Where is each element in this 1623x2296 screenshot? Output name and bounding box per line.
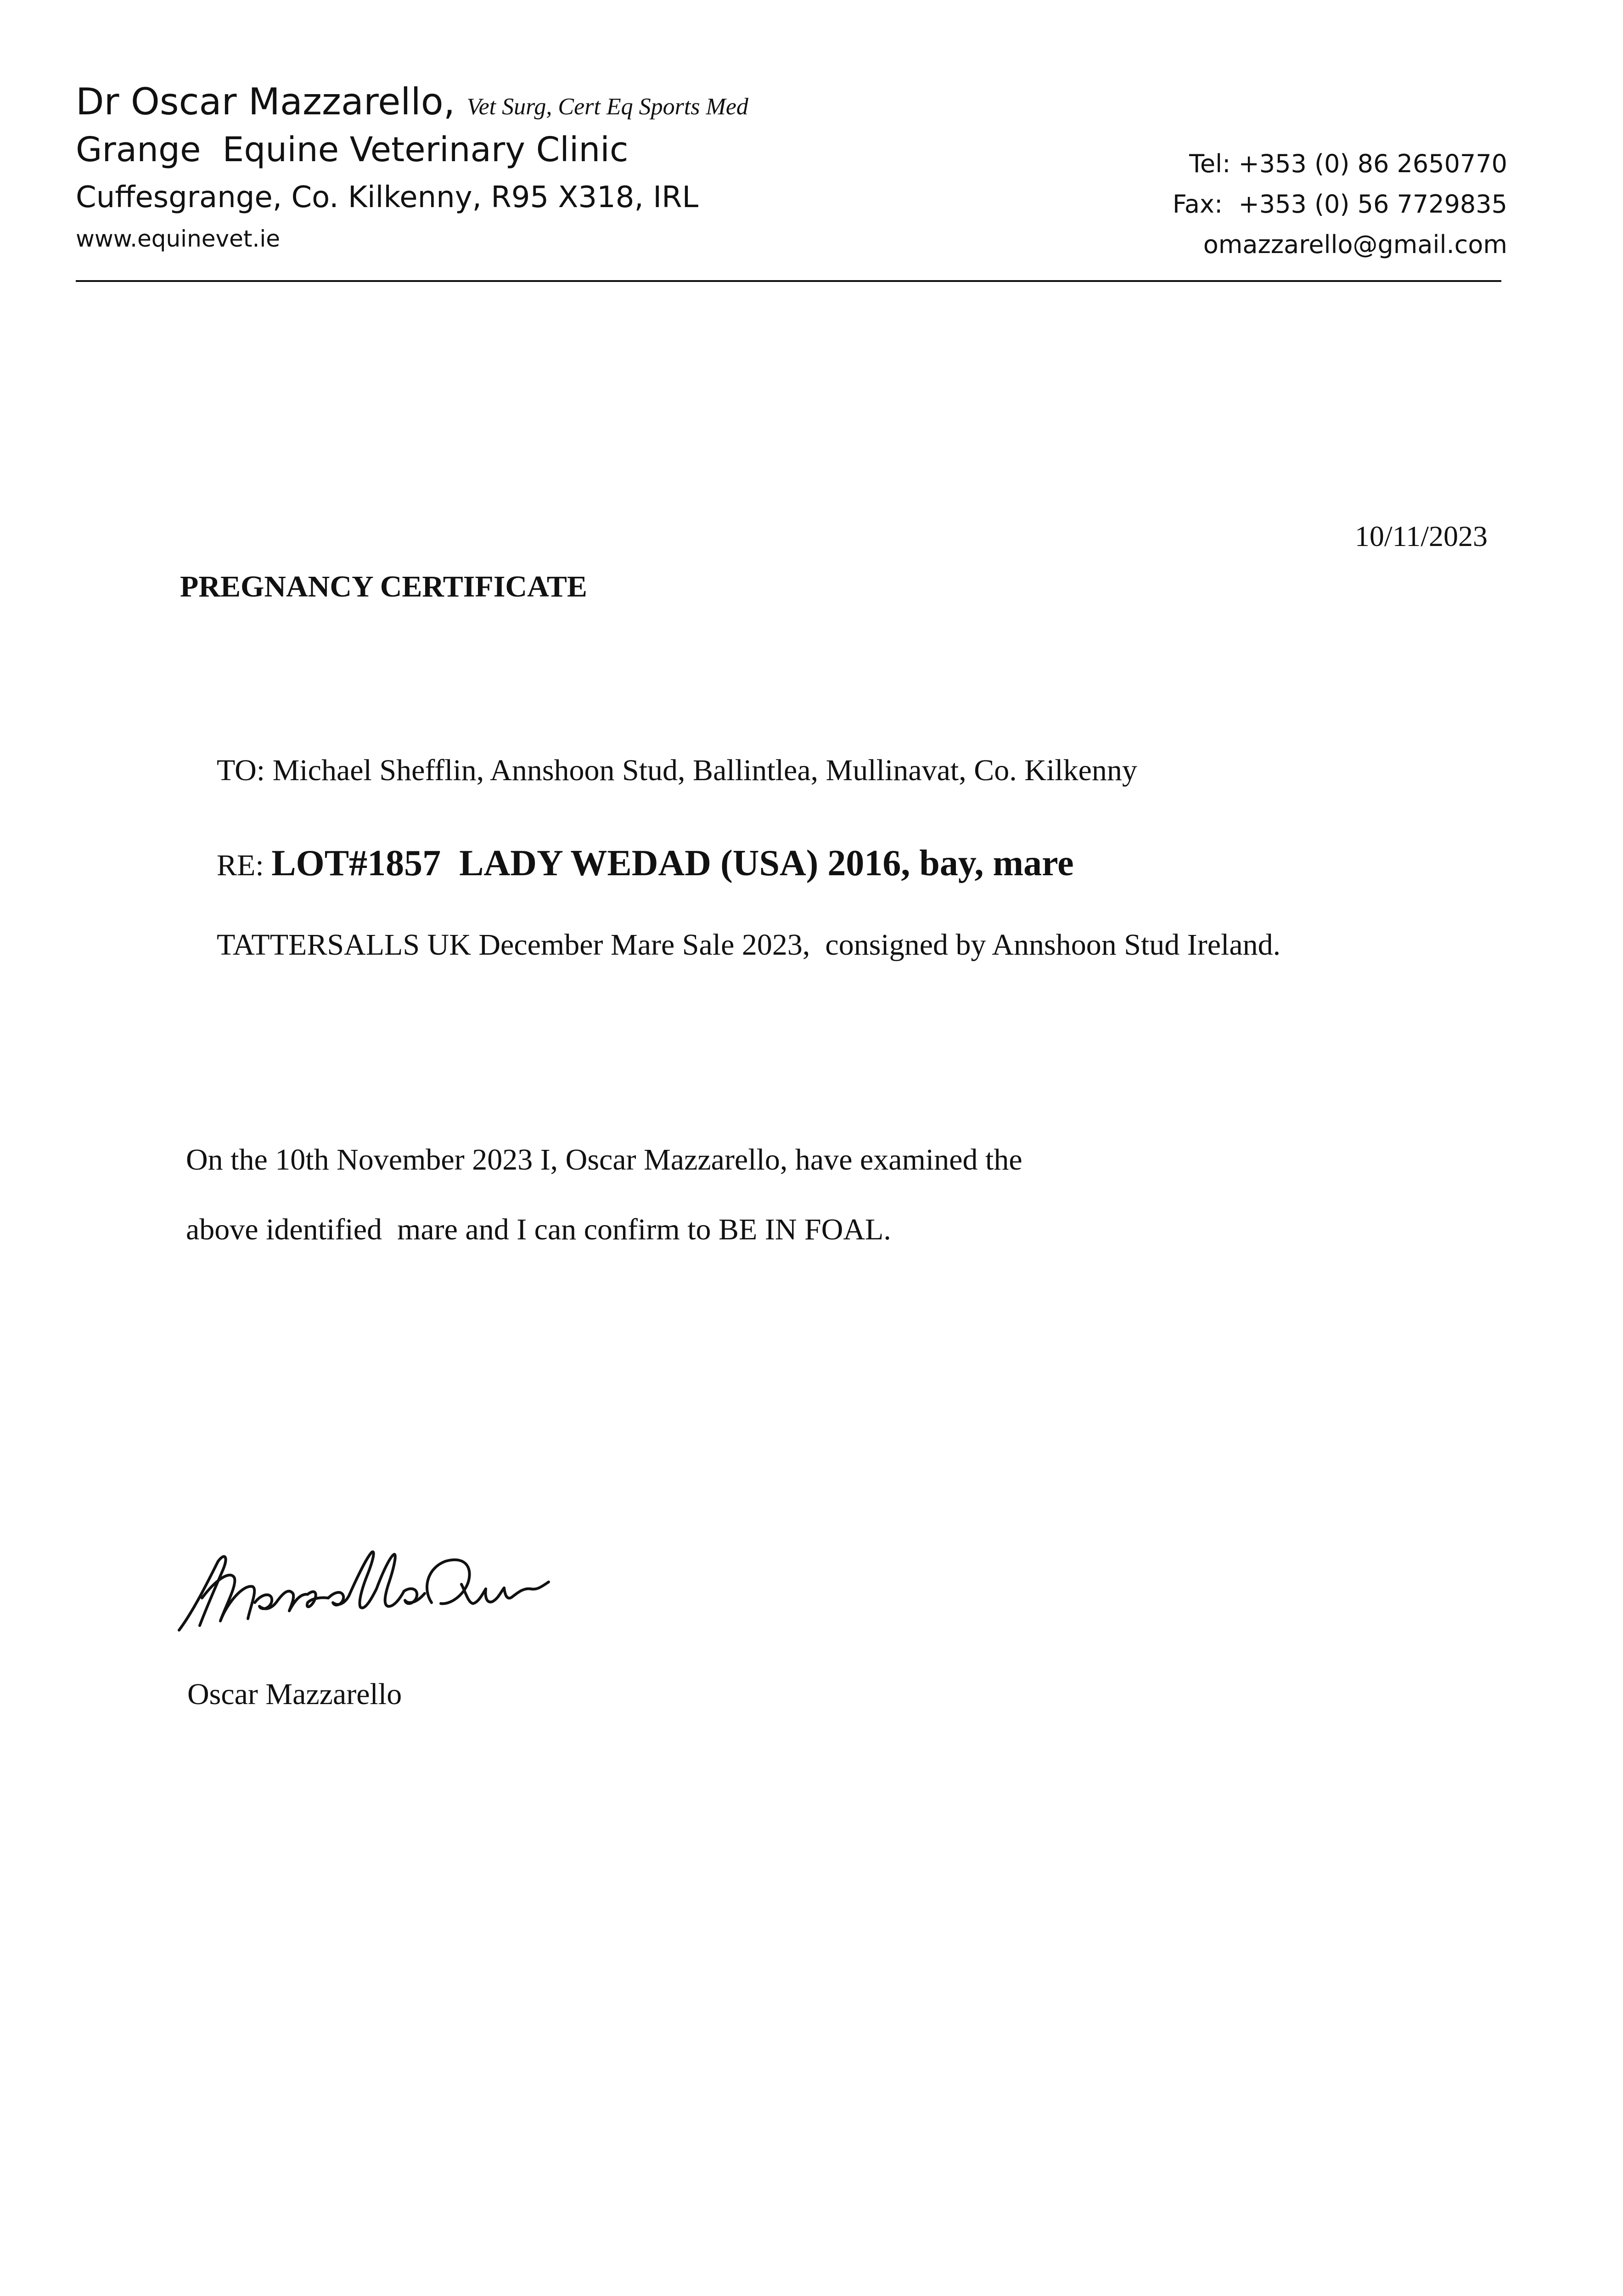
reference-label: RE: (217, 849, 264, 882)
document-title: PREGNANCY CERTIFICATE (180, 570, 587, 603)
body-text-line-1: On the 10th November 2023 I, Oscar Mazzarello, have examined the (186, 1143, 1022, 1176)
body-text-line-2: above identified mare and I can confirm to BE IN FOAL. (186, 1213, 891, 1246)
clinic-fax: Fax: +353 (0) 56 7729835 (1172, 190, 1507, 219)
clinic-email: omazzarello@gmail.com (1203, 230, 1507, 259)
letterhead-divider (76, 280, 1501, 282)
reference-subject: LOT#1857 LADY WEDAD (USA) 2016, bay, mare (271, 843, 1074, 884)
clinic-website: www.equinevet.ie (76, 225, 281, 252)
sale-details: TATTERSALLS UK December Mare Sale 2023, consigned by Annshoon Stud Ireland. (217, 928, 1281, 962)
reference-line (217, 840, 1074, 889)
document-date: 10/11/2023 (1354, 520, 1488, 552)
signer-name: Oscar Mazzarello (187, 1677, 402, 1711)
clinic-name: Grange Equine Veterinary Clinic (76, 130, 629, 169)
clinic-telephone: Tel: +353 (0) 86 2650770 (1189, 149, 1507, 178)
recipient-line: TO: Michael Shefflin, Annshoon Stud, Ballintlea, Mullinavat, Co. Kilkenny (217, 754, 1137, 787)
handwritten-signature (174, 1543, 556, 1639)
vet-credentials: Vet Surg, Cert Eq Sports Med (466, 94, 748, 120)
vet-name: Dr Oscar Mazzarello (76, 80, 444, 123)
clinic-address: Cuffesgrange, Co. Kilkenny, R95 X318, IRL (76, 180, 699, 214)
letterhead-name: Dr Oscar Mazzarello, Vet Surg, Cert Eq Sports Med (76, 80, 748, 123)
